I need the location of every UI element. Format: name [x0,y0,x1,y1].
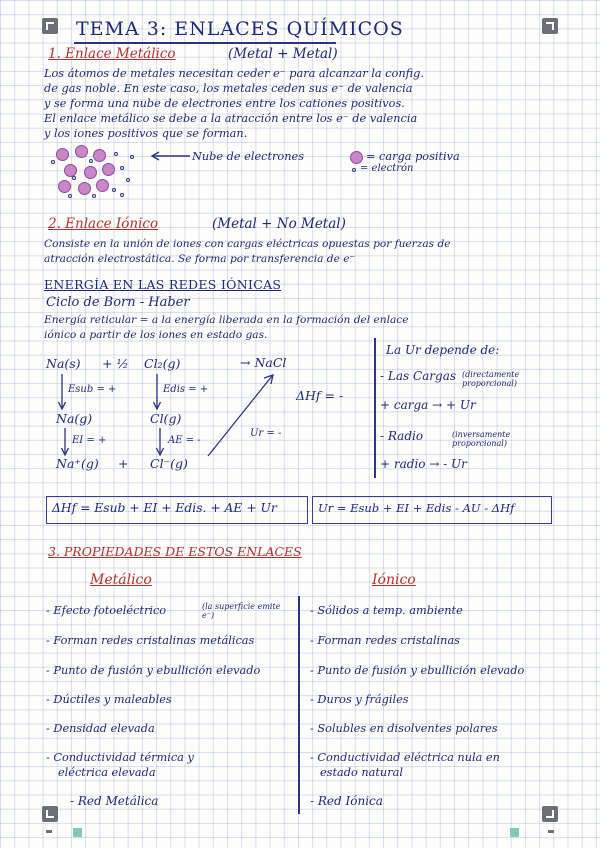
nacl-product: → NaCl [240,355,287,370]
section2-heading: 2. Enlace Iónico [48,216,159,232]
metal-prop: - Red Metálica [70,794,159,808]
ae-arrow-icon [156,428,164,456]
legend-electron-icon [352,168,356,172]
ei-arrow-icon [61,428,69,456]
corner-marker-icon [542,806,558,822]
ionic-prop: - Solubles en disolventes polares [310,722,498,735]
metal-prop: - Efecto fotoeléctrico [46,604,167,617]
metal-prop: eléctrica elevada [58,766,156,779]
s1-line: de gas noble. En este caso, los metales ceden sus e⁻ de valencia [44,82,413,95]
section1-heading: 1. Enlace Metálico [48,46,176,62]
plus-sign: + [118,456,129,471]
ionic-prop: - Punto de fusión y ebullición elevado [310,664,525,677]
green-square-icon [73,828,82,837]
electron-icon [72,176,76,180]
ur-dependency-divider [374,338,376,478]
page-title: TEMA 3: ENLACES QUÍMICOS [76,18,404,40]
electron-icon [120,166,124,170]
na-ion: Na⁺(g) [56,456,99,471]
ionic-prop: - Conductividad eléctrica nula en [310,751,500,764]
electron-icon [92,194,96,198]
dhf-label: ΔHf = - [296,388,344,403]
ur-label: Ur = - [250,428,282,439]
ionic-prop: - Forman redes cristalinas [310,634,460,647]
formula-enthalpy: ΔHf = Esub + EI + Edis. + AE + Ur [52,501,277,515]
ur-dep-radio: - Radio [380,429,424,443]
energy-def-line: Energía reticular = a la energía liberada en la formación del enlace [44,314,409,326]
cl-gas: Cl(g) [150,411,182,426]
electron-icon [126,178,130,182]
ei-label: EI = + [72,435,107,446]
electron-icon [120,193,124,197]
metal-prop-note: (la superficie emite e⁻) [202,602,281,620]
electron-icon [112,188,116,192]
na-gas: Na(g) [56,411,93,426]
ur-dep-radio-note: (inversamente proporcional) [452,430,511,448]
ionic-title: Iónico [372,572,416,588]
section1-pair: (Metal + Metal) [228,46,338,62]
cation-icon [93,149,106,162]
corner-marker-icon [42,18,58,34]
ur-arrow-icon [206,372,276,458]
plus-half: + ½ [102,356,129,371]
cation-icon [75,145,88,158]
ionic-prop: - Red Iónica [310,794,383,808]
ur-dep-masradio: + radio → - Ur [380,457,467,471]
formula-ur: Ur = Esub + EI + Edis - AU - ΔHf [318,501,515,515]
ur-dep-mascarga: + carga → + Ur [380,398,476,412]
na-solid: Na(s) [46,356,81,371]
cation-icon [56,148,69,161]
metal-prop: - Conductividad térmica y [46,751,194,764]
metal-title: Metálico [90,572,152,588]
edge-tick-icon [46,830,52,833]
s2-line: Consiste en la unión de iones con cargas eléctricas opuestas por fuerzas de [44,238,451,250]
electron-icon [130,155,134,159]
cloud-arrow-icon [150,151,190,161]
green-square-icon [510,828,519,837]
electron-icon [51,160,55,164]
section3-heading: 3. PROPIEDADES DE ESTOS ENLACES [48,544,302,559]
s1-line: Los átomos de metales necesitan ceder e⁻ para alcanzar la config. [44,67,424,80]
metal-prop: - Dúctiles y maleables [46,693,172,706]
ur-dep-cargas: - Las Cargas [380,369,457,383]
legend-electron-label: = electrón [360,163,414,174]
ionic-prop: - Sólidos a temp. ambiente [310,604,463,617]
s2-line: atracción electrostática. Se forma por transferencia de e⁻ [44,253,356,265]
cation-icon [58,180,71,193]
ae-label: AE = - [168,435,201,446]
metal-prop: - Forman redes cristalinas metálicas [46,634,255,647]
section2-pair: (Metal + No Metal) [212,216,346,232]
s1-line: El enlace metálico se debe a la atracción entre los e⁻ de valencia [44,112,418,125]
metal-prop: - Densidad elevada [46,722,155,735]
ur-dep-cargas-note: (directamente proporcional) [462,370,520,388]
edis-label: Edis = + [163,384,209,395]
cl-ion: Cl⁻(g) [150,456,188,471]
edis-arrow-icon [153,374,161,410]
ur-dep-title: La Ur depende de: [386,343,500,357]
cation-icon [84,166,97,179]
electron-icon [114,152,118,156]
corner-marker-icon [542,18,558,34]
born-haber-title: Ciclo de Born - Haber [46,295,190,310]
esub-label: Esub = + [68,384,117,395]
esub-arrow-icon [58,374,66,410]
cation-icon [78,182,91,195]
cloud-label: Nube de electrones [192,150,304,163]
corner-marker-icon [42,806,58,822]
ionic-prop: - Duros y frágiles [310,693,409,706]
electron-icon [68,194,72,198]
s1-line: y se forma una nube de electrones entre los cationes positivos. [44,97,405,110]
energy-def-line: iónico a partir de los iones en estado gas. [44,329,268,341]
cation-icon [64,164,77,177]
cl2-gas: Cl₂(g) [144,356,181,371]
cation-icon [102,163,115,176]
edge-tick-icon [548,830,554,833]
s1-line: y los iones positivos que se forman. [44,127,248,140]
properties-divider [298,596,300,814]
title-underline [74,42,336,44]
ionic-prop: estado natural [320,766,403,779]
legend-cation-label: = carga positiva [366,150,460,163]
cation-icon [96,179,109,192]
energy-heading: ENERGÍA EN LAS REDES IÓNICAS [44,277,282,292]
electron-icon [89,159,93,163]
metal-prop: - Punto de fusión y ebullición elevado [46,664,261,677]
